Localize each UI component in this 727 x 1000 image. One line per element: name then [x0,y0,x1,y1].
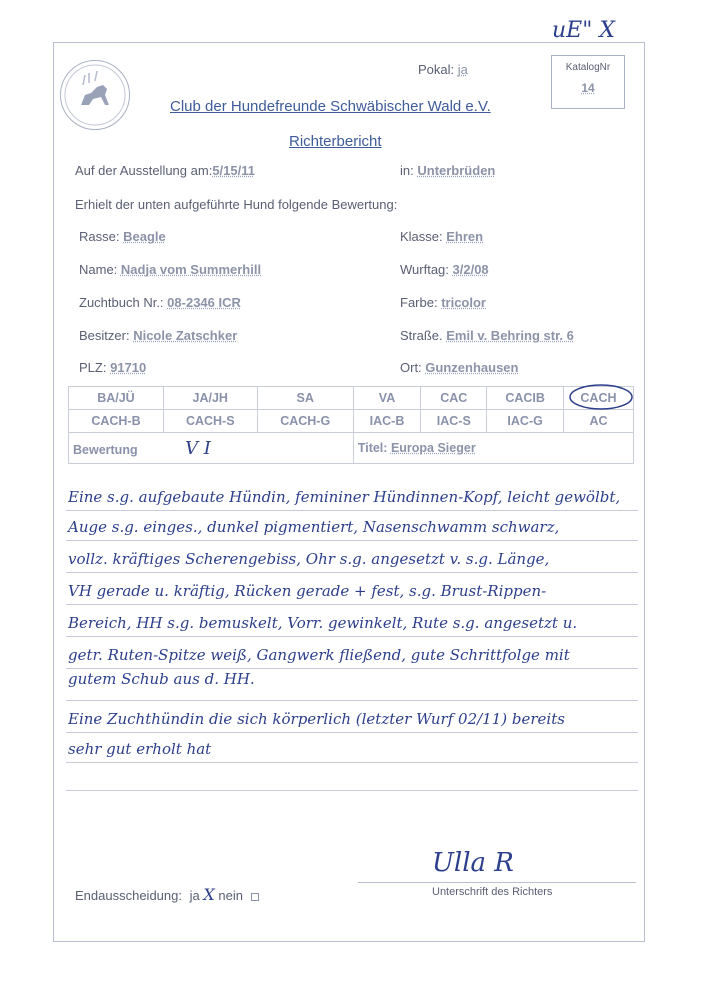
ruled-line [66,540,638,541]
ruled-line [66,732,638,733]
wurftag-label: Wurftag: [400,262,449,277]
signature-label: Unterschrift des Richters [432,886,553,898]
endausscheidung-ja: ja [189,888,200,903]
endausscheidung-nein: nein [218,888,243,903]
report-line: Eine s.g. aufgebaute Hündin, femininer Hündinnen-Kopf, leicht gewölbt, [68,488,621,506]
ort-row [400,360,518,375]
ruled-line [66,604,638,605]
award-cell: CAC [421,387,487,410]
ruled-line [66,762,638,763]
ruled-line [66,668,638,669]
farbe-value: tricolor [441,295,486,310]
ruled-line [66,510,638,511]
ruled-line [66,790,638,791]
plz-row [79,360,146,375]
award-cell: IAC-B [353,410,420,433]
report-line: vollz. kräftiges Scherengebiss, Ohr s.g. angesetzt v. s.g. Länge, [68,550,550,568]
club-name: Club der Hundefreunde Schwäbischer Wald e.V. [170,98,491,115]
award-cell: CACH-B [69,410,164,433]
farbe-row [400,295,486,310]
pokal [418,62,468,77]
place-label: in: [400,163,414,178]
report-title: Richterbericht [289,133,382,150]
pokal-value: ja [457,62,468,77]
award-cell: CACH-S [163,410,257,433]
klasse-value: Ehren [446,229,484,244]
award-cell: CACIB [487,387,564,410]
report-line: gutem Schub aus d. HH. [68,670,255,688]
rasse-label: Rasse: [79,229,120,244]
plz-label: PLZ: [79,360,107,375]
besitzer-row [79,328,237,343]
signature-line [358,882,636,883]
strasse-label: Straße. [400,328,443,343]
bewertung-label: Bewertung [73,442,138,457]
bewertung-value: V I [185,437,211,459]
award-cell: BA/JÜ [69,387,164,410]
report-line: Bereich, HH s.g. bemuskelt, Vorr. gewinkelt, Rute s.g. angesetzt u. [68,614,578,632]
exhibition-place-row [400,163,495,178]
corner-mark: uE" X [552,18,616,43]
name-value: Nadja vom Summerhill [120,262,262,277]
award-cell: JA/JH [163,387,257,410]
circle-mark-icon [568,382,634,412]
name-label: Name: [79,262,118,277]
rasse-row [79,229,166,244]
titel-label: Titel: [357,441,388,455]
award-row-3 [69,433,634,464]
bewertung-cell [69,433,354,464]
endausscheidung-mark: X [203,885,215,904]
zuchtbuch-value: 08-2346 ICR [167,295,241,310]
award-cell: IAC-G [487,410,564,433]
strasse-row [400,328,574,343]
pokal-label: Pokal: [418,62,455,77]
exhibition-date-row [75,163,255,178]
plz-value: 91710 [110,360,147,375]
klasse-row [400,229,483,244]
award-table [68,386,634,464]
intro-line: Erhielt der unten aufgeführte Hund folgende Bewertung: [75,197,398,212]
ruled-line [66,572,638,573]
report-line: getr. Ruten-Spitze weiß, Gangwerk fließend, gute Schrittfolge mit [68,646,570,664]
award-cell: VA [353,387,420,410]
nein-checkbox [251,893,259,901]
ort-value: Gunzenhausen [425,360,519,375]
dog-logo-icon [61,61,129,129]
award-cell: SA [257,387,353,410]
titel-value: Europa Sieger [390,441,476,455]
klasse-label: Klasse: [400,229,443,244]
ruled-line [66,700,638,701]
wurftag-value: 3/2/08 [452,262,489,277]
farbe-label: Farbe: [400,295,438,310]
catalog-value: 14 [581,81,595,95]
name-row [79,262,261,277]
rasse-value: Beagle [123,229,166,244]
signature: Ulla R [432,848,514,878]
club-logo [60,60,130,130]
exhibition-date: 5/15/11 [212,163,255,178]
award-cell: AC [563,410,633,433]
zuchtbuch-row [79,295,241,310]
catalog-label: KatalogNr [565,62,611,73]
endausscheidung-row [75,885,259,904]
award-cell: IAC-S [421,410,487,433]
besitzer-value: Nicole Zatschker [133,328,238,343]
exhibition-place: Unterbrüden [417,163,496,178]
report-line: Eine Zuchthündin die sich körperlich (letzter Wurf 02/11) bereits [68,710,565,728]
report-line: sehr gut erholt hat [68,740,212,758]
besitzer-label: Besitzer: [79,328,130,343]
ort-label: Ort: [400,360,422,375]
report-line: VH gerade u. kräftig, Rücken gerade + fest, s.g. Brust-Rippen- [68,582,547,600]
report-line: Auge s.g. einges., dunkel pigmentiert, Nasenschwamm schwarz, [68,518,560,536]
titel-cell [353,433,633,464]
endausscheidung-label: Endausscheidung: [75,888,182,903]
catalog-box [551,55,625,109]
award-cell-cach: CACH [563,387,633,410]
award-cell: CACH-G [257,410,353,433]
award-row-2 [69,410,634,433]
ruled-line [66,636,638,637]
exhibition-label: Auf der Ausstellung am: [75,163,213,178]
strasse-value: Emil v. Behring str. 6 [446,328,574,343]
award-row-1 [69,387,634,410]
wurftag-row [400,262,489,277]
zuchtbuch-label: Zuchtbuch Nr.: [79,295,164,310]
